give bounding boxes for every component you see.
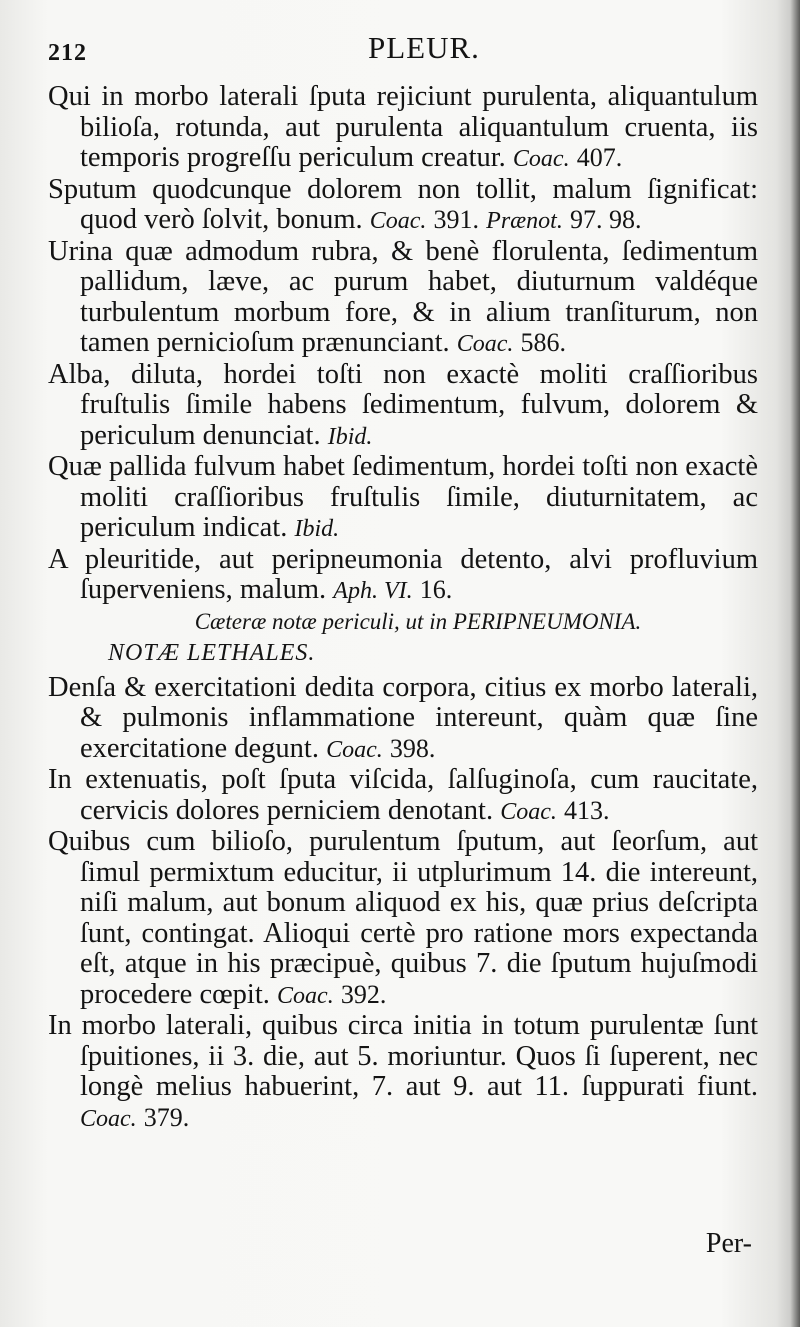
aphorism-entry	[48, 82, 758, 175]
entry-text: Quibus cum bilioſo, purulentum ſputum, aut ſeorſum, aut ſimul permixtum educitur, ii utplurimum 14. die intereunt, niſi malum, aut bonum aliquod ex his, quæ prius deſcripta ſunt, contingat. Alioqui certè pro ratione mors expectanda eſt, atque in his præcipuè, quibus 7. die ſputum hujuſmodi procedere cœpit.	[48, 826, 758, 1010]
aphorism-entry	[48, 827, 758, 1011]
running-head: PLEUR.	[368, 30, 480, 65]
page-edge-shadow	[790, 0, 800, 1327]
entry-text: In morbo laterali, quibus circa initia in totum purulentæ ſunt ſpuitiones, ii 3. die, aut 5. moriuntur. Quos ſi ſuperent, nec longè melius habuerint, 7. aut 9. aut 11. ſuppurati fiunt.	[48, 1010, 758, 1102]
aphorism-entry	[48, 175, 758, 237]
page-number: 212	[48, 40, 87, 66]
entry-text: Quæ pallida fulvum habet ſedimentum, hordei toſti non exactè moliti craſſioribus fruſtulis ſimile, diuturnitatem, ac periculum indicat.	[48, 451, 758, 543]
reference-number-2: 97. 98.	[569, 205, 642, 234]
reference-number: 586.	[520, 328, 567, 357]
entry-text: Qui in morbo laterali ſputa rejiciunt purulenta, aliquantulum bilioſa, rotunda, aut purulenta aliquantulum cruenta, iis temporis progreſſu periculum creatur.	[48, 81, 758, 173]
catchword: Per-	[705, 1228, 752, 1259]
reference-source: Coac.	[512, 146, 570, 172]
reference-number: 391.	[433, 205, 480, 234]
reference-source: Coac.	[277, 982, 334, 1009]
reference-number: 398.	[389, 733, 436, 763]
entry-text: Alba, diluta, hordei toſti non exactè moliti craſſioribus fruſtulis ſimile habens ſedimentum, fulvum, dolorem & periculum denunciat.	[48, 358, 758, 451]
aphorism-entry	[48, 452, 758, 545]
aphorism-entry	[48, 765, 758, 827]
reference-source: Coac.	[80, 1105, 137, 1132]
aphorism-entry	[48, 673, 758, 766]
aphorism-entry	[48, 545, 758, 607]
reference-source: Aph. VI.	[333, 578, 413, 604]
entry-text: Denſa & exercitationi dedita corpora, citius ex morbo laterali, & pulmonis inflammatione intereunt, quàm quæ ſine exercitatione degunt.	[48, 671, 758, 764]
entry-text: In extenuatis, poſt ſputa viſcida, ſalſuginoſa, cum raucitate, cervicis dolores perniciem denotant.	[48, 764, 758, 826]
reference-number: 379.	[143, 1102, 190, 1132]
reference-number: 407.	[576, 143, 623, 172]
aphorism-entry	[48, 237, 758, 360]
entry-text: Urina quæ admodum rubra, & benè florulenta, ſedimentum pallidum, læve, ac purum habet, diuturnum valdéque turbulentum morbum fore, & in alium tranſiturum, non tamen pernicioſum prænunciant.	[48, 235, 758, 358]
reference-source: Coac.	[326, 736, 383, 763]
reference-source: Coac.	[500, 798, 557, 825]
reference-source-2: Prænot.	[486, 208, 563, 234]
reference-source: Coac.	[456, 331, 514, 357]
entry-text: A pleuritide, aut peripneumonia detento, alvi profluvium ſuperveniens, malum.	[48, 543, 758, 605]
entry-text: Sputum quodcunque dolorem non tollit, malum ſignificat: quod verò ſolvit, bonum.	[48, 173, 758, 235]
section-subheading: NOTÆ LETHALES.	[108, 639, 316, 666]
reference-number: 16.	[419, 575, 453, 604]
reference-source: Ibid.	[327, 423, 373, 450]
reference-source: Coac.	[369, 208, 427, 234]
reference-source: Ibid.	[294, 516, 340, 542]
aphorism-entry	[48, 1011, 758, 1134]
reference-number: 392.	[340, 979, 387, 1009]
cross-reference-note: Cæteræ notæ periculi, ut in PERIPNEUMONIA.	[194, 608, 642, 634]
aphorism-entry	[48, 360, 758, 453]
body-text	[48, 82, 758, 1134]
reference-number: 413.	[564, 795, 610, 825]
page-header	[48, 30, 748, 70]
